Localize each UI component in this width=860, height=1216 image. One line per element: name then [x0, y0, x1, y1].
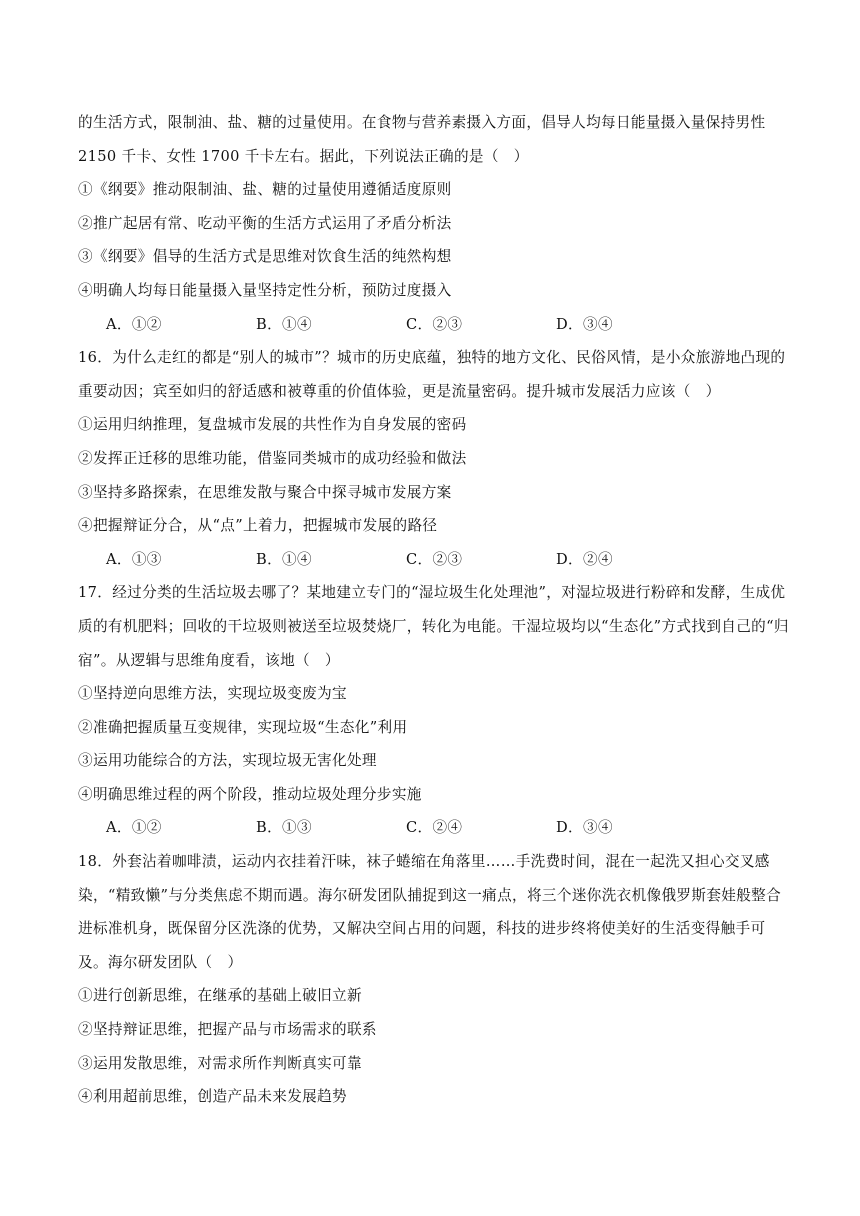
- question-stem-line: 质的有机肥料；回收的干垃圾则被送至垃圾焚烧厂，转化为电能。干湿垃圾均以“生态化”方式找到自己的“归: [78, 617, 789, 635]
- option-d: D．②④: [556, 550, 613, 568]
- statement-3: ③坚持多路探索，在思维发散与聚合中探寻城市发展方案: [78, 483, 452, 501]
- question-17: [78, 576, 789, 845]
- statement-3: ③《纲要》倡导的生活方式是思维对饮食生活的纯然构想: [78, 248, 452, 266]
- statement-1: ①运用归纳推理，复盘城市发展的共性作为自身发展的密码: [78, 416, 467, 434]
- question-15: [78, 106, 784, 341]
- statement-2: ②推广起居有常、吃动平衡的生活方式运用了矛盾分析法: [78, 214, 452, 232]
- option-b: B．①④: [256, 550, 312, 568]
- statement-2: ②发挥正迁移的思维功能，借鉴同类城市的成功经验和做法: [78, 449, 467, 467]
- question-stem-line: 染，“精致懒”与分类焦虑不期而遇。海尔研发团队捕捉到这一痛点，将三个迷你洗衣机像俄罗斯套娃般整合: [78, 886, 782, 904]
- answer-options: [78, 543, 784, 577]
- question-16: [78, 341, 784, 576]
- statement-4: ④明确思维过程的两个阶段，推动垃圾处理分步实施: [78, 785, 422, 803]
- question-stem-line: 16．为什么走红的都是“别人的城市”？城市的历史底蕴，独特的地方文化、民俗风情，是小众旅游地凸现的: [78, 349, 786, 367]
- option-c: C．②③: [406, 550, 463, 568]
- option-d: D．③④: [556, 315, 613, 333]
- statement-1: ①坚持逆向思维方法，实现垃圾变废为宝: [78, 685, 347, 703]
- statement-1: ①《纲要》推动限制油、盐、糖的过量使用遵循适度原则: [78, 181, 452, 199]
- statement-3: ③运用功能综合的方法，实现垃圾无害化处理: [78, 752, 377, 770]
- option-a: A．①③: [106, 550, 162, 568]
- option-b: B．①③: [256, 819, 312, 837]
- question-18: [78, 845, 784, 1114]
- question-stem-line: 重要动因；宾至如归的舒适感和被尊重的价值体验，更是流量密码。提升城市发展活力应该（ ）: [78, 382, 721, 400]
- question-stem-line: 17．经过分类的生活垃圾去哪了？某地建立专门的“湿垃圾生化处理池”，对湿垃圾进行粉碎和发酵，生成优: [78, 584, 786, 602]
- statement-2: ②坚持辩证思维，把握产品与市场需求的联系: [78, 1021, 377, 1039]
- question-stem-line: 及。海尔研发团队（ ）: [78, 953, 243, 971]
- option-c: C．②④: [406, 819, 463, 837]
- option-d: D．③④: [556, 819, 613, 837]
- answer-options: [78, 308, 784, 342]
- option-c: C．②③: [406, 315, 463, 333]
- question-stem-line: 宿”。从逻辑与思维角度看，该地（ ）: [78, 651, 340, 669]
- question-stem-line: 2150 千卡、女性 1700 千卡左右。据此，下列说法正确的是（ ）: [78, 147, 529, 165]
- option-a: A．①②: [106, 819, 162, 837]
- answer-options: [78, 811, 784, 845]
- option-a: A．①②: [106, 315, 162, 333]
- statement-3: ③运用发散思维，对需求所作判断真实可靠: [78, 1054, 362, 1072]
- page-content: [78, 106, 789, 1114]
- question-stem-line: 的生活方式，限制油、盐、糖的过量使用。在食物与营养素摄入方面，倡导人均每日能量摄入量保持男性: [78, 114, 766, 131]
- statement-2: ②准确把握质量互变规律，实现垃圾“生态化”利用: [78, 718, 408, 736]
- statement-4: ④把握辩证分合，从“点”上着力，把握城市发展的路径: [78, 517, 438, 535]
- option-b: B．①④: [256, 315, 312, 333]
- question-stem-line: 18．外套沾着咖啡渍，运动内衣挂着汗味，袜子蜷缩在角落里……手洗费时间，混在一起洗又担心交叉感: [78, 853, 770, 871]
- statement-1: ①进行创新思维，在继承的基础上破旧立新: [78, 987, 362, 1005]
- statement-4: ④利用超前思维，创造产品未来发展趋势: [78, 1088, 347, 1106]
- statement-4: ④明确人均每日能量摄入量坚持定性分析，预防过度摄入: [78, 281, 452, 299]
- question-stem-line: 进标准机身，既保留分区洗涤的优势，又解决空间占用的问题，科技的进步终将使美好的生活变得触手可: [78, 920, 766, 938]
